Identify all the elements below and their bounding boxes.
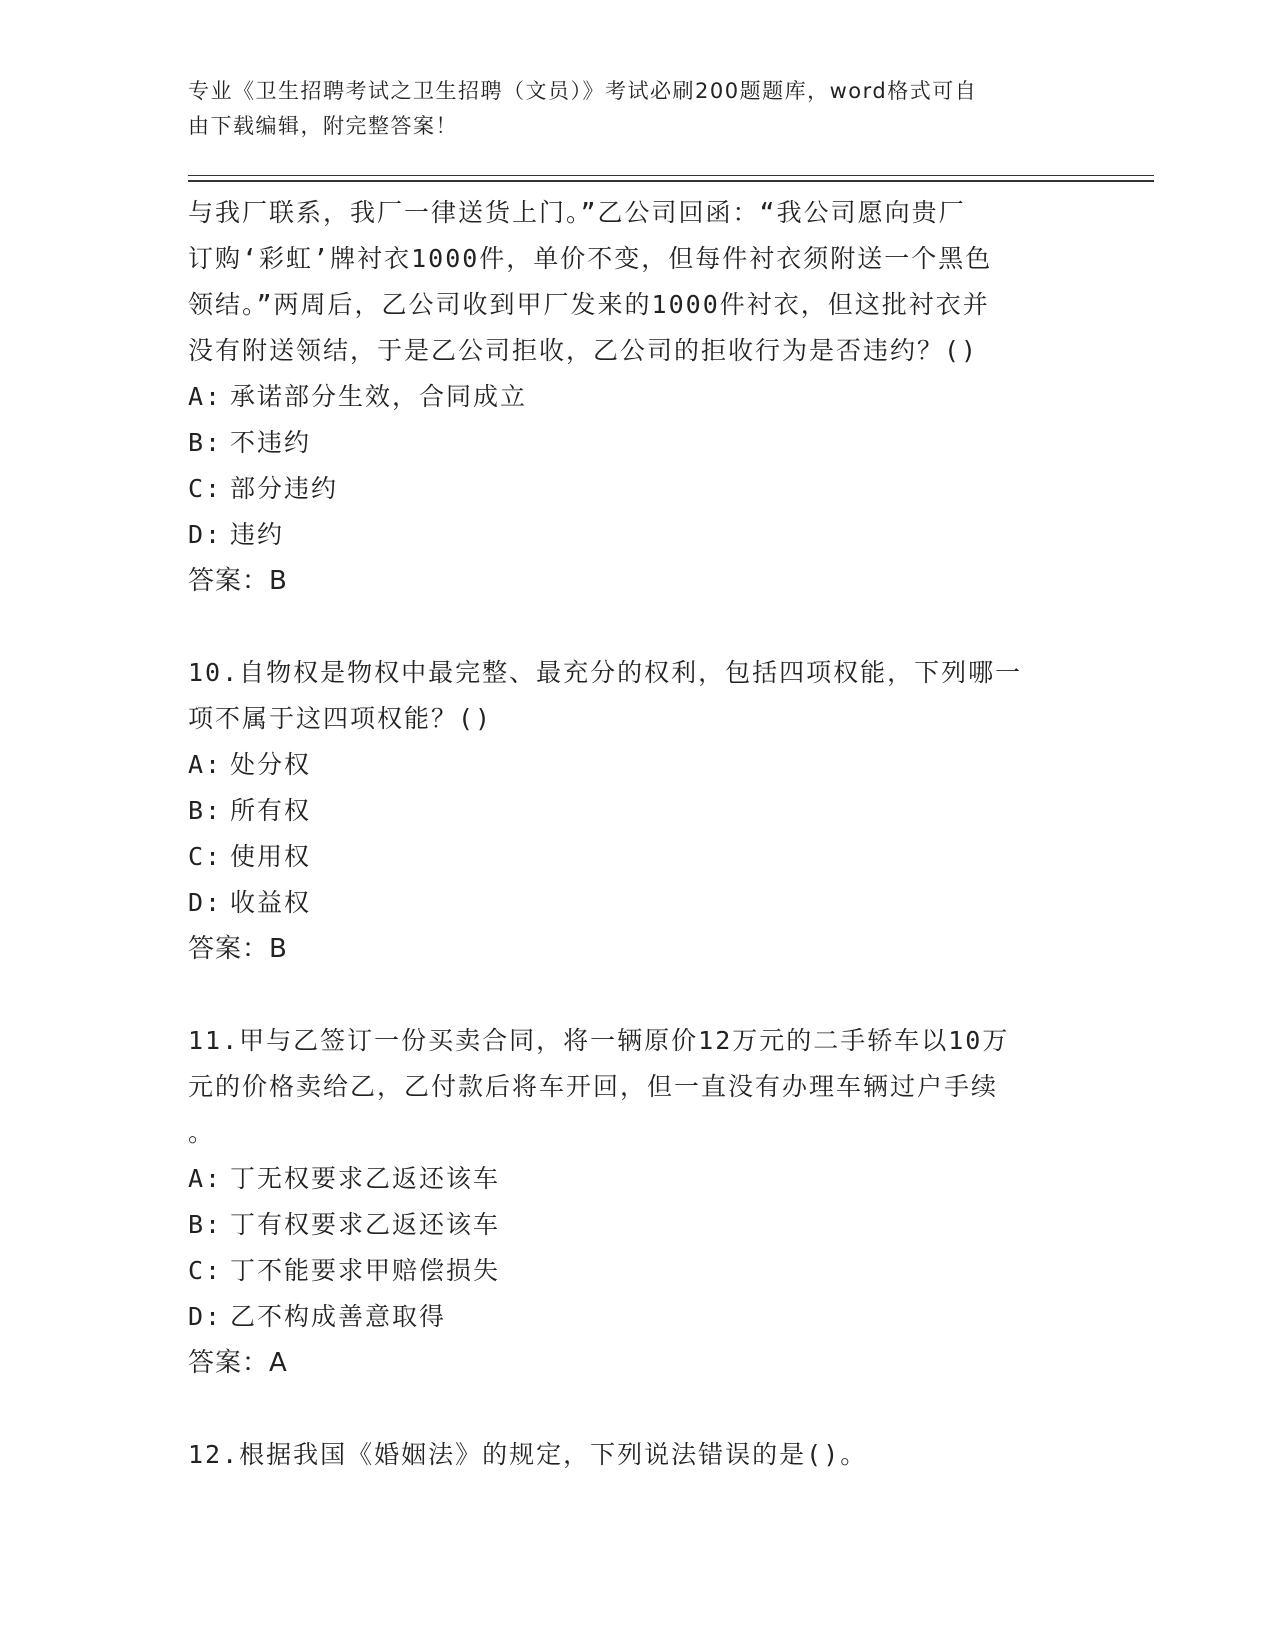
option-label: C: [188, 474, 223, 503]
header-divider-thin [188, 175, 1154, 176]
option-label: C: [188, 842, 223, 871]
question-stem-line: 订购‘彩虹’牌衬衣1000件，单价不变，但每件衬衣须附送一个黑色 [188, 244, 993, 273]
question-block [188, 650, 1088, 972]
option-text: 丁有权要求乙返还该车 [230, 1210, 501, 1239]
question-stem-line: 12.根据我国《婚姻法》的规定，下列说法错误的是()。 [188, 1440, 868, 1469]
option-c [188, 834, 1088, 880]
option-label: B: [188, 428, 223, 457]
option-d [188, 512, 1088, 558]
option-label: D: [188, 888, 223, 917]
option-label: A: [188, 750, 223, 779]
option-label: D: [188, 1302, 223, 1331]
option-text: 收益权 [230, 888, 312, 917]
option-label: A: [188, 382, 223, 411]
header-line-2: 由下载编辑，附完整答案！ [188, 114, 458, 138]
answer-line: 答案：A [188, 1348, 288, 1378]
option-d [188, 1294, 1088, 1340]
question-block [188, 1432, 1088, 1478]
option-text: 承诺部分生效，合同成立 [230, 382, 528, 411]
option-b [188, 788, 1088, 834]
option-label: B: [188, 796, 223, 825]
option-a [188, 1156, 1088, 1202]
header-line-1: 专业《卫生招聘考试之卫生招聘（文员）》考试必刷200题题库，word格式可自 [188, 79, 978, 103]
option-text: 乙不构成善意取得 [230, 1302, 447, 1331]
option-c [188, 1248, 1088, 1294]
question-stem-line: 10.自物权是物权中最完整、最充分的权利，包括四项权能，下列哪一 [188, 658, 1023, 687]
option-text: 丁无权要求乙返还该车 [230, 1164, 501, 1193]
answer-line: 答案：B [188, 566, 288, 596]
option-text: 处分权 [230, 750, 312, 779]
option-label: D: [188, 520, 223, 549]
question-block [188, 190, 1088, 604]
option-label: C: [188, 1256, 223, 1285]
question-stem-line: 11.甲与乙签订一份买卖合同，将一辆原价12万元的二手轿车以10万 [188, 1026, 1010, 1055]
option-text: 不违约 [230, 428, 312, 457]
option-b [188, 1202, 1088, 1248]
question-block [188, 1018, 1088, 1386]
option-text: 使用权 [230, 842, 312, 871]
option-text: 违约 [230, 520, 285, 549]
option-text: 所有权 [230, 796, 312, 825]
option-d [188, 880, 1088, 926]
option-label: A: [188, 1164, 223, 1193]
option-b [188, 420, 1088, 466]
question-stem-line: 领结。”两周后，乙公司收到甲厂发来的1000件衬衣，但这批衬衣并 [188, 290, 990, 319]
question-stem-line: 项不属于这四项权能？() [188, 704, 493, 733]
page-header [188, 74, 1088, 144]
question-stem-line: 与我厂联系，我厂一律送货上门。”乙公司回函：“我公司愿向贵厂 [188, 198, 966, 227]
header-divider-thick [188, 180, 1154, 182]
option-text: 部分违约 [230, 474, 339, 503]
question-list [188, 190, 1088, 1478]
option-text: 丁不能要求甲赔偿损失 [230, 1256, 501, 1285]
question-stem-line: 没有附送领结，于是乙公司拒收，乙公司的拒收行为是否违约？() [188, 336, 979, 365]
question-stem-line: 元的价格卖给乙，乙付款后将车开回，但一直没有办理车辆过户手续 [188, 1072, 999, 1101]
option-c [188, 466, 1088, 512]
answer-line: 答案：B [188, 934, 288, 964]
question-stem-line: 。 [188, 1118, 216, 1147]
option-label: B: [188, 1210, 223, 1239]
option-a [188, 374, 1088, 420]
option-a [188, 742, 1088, 788]
